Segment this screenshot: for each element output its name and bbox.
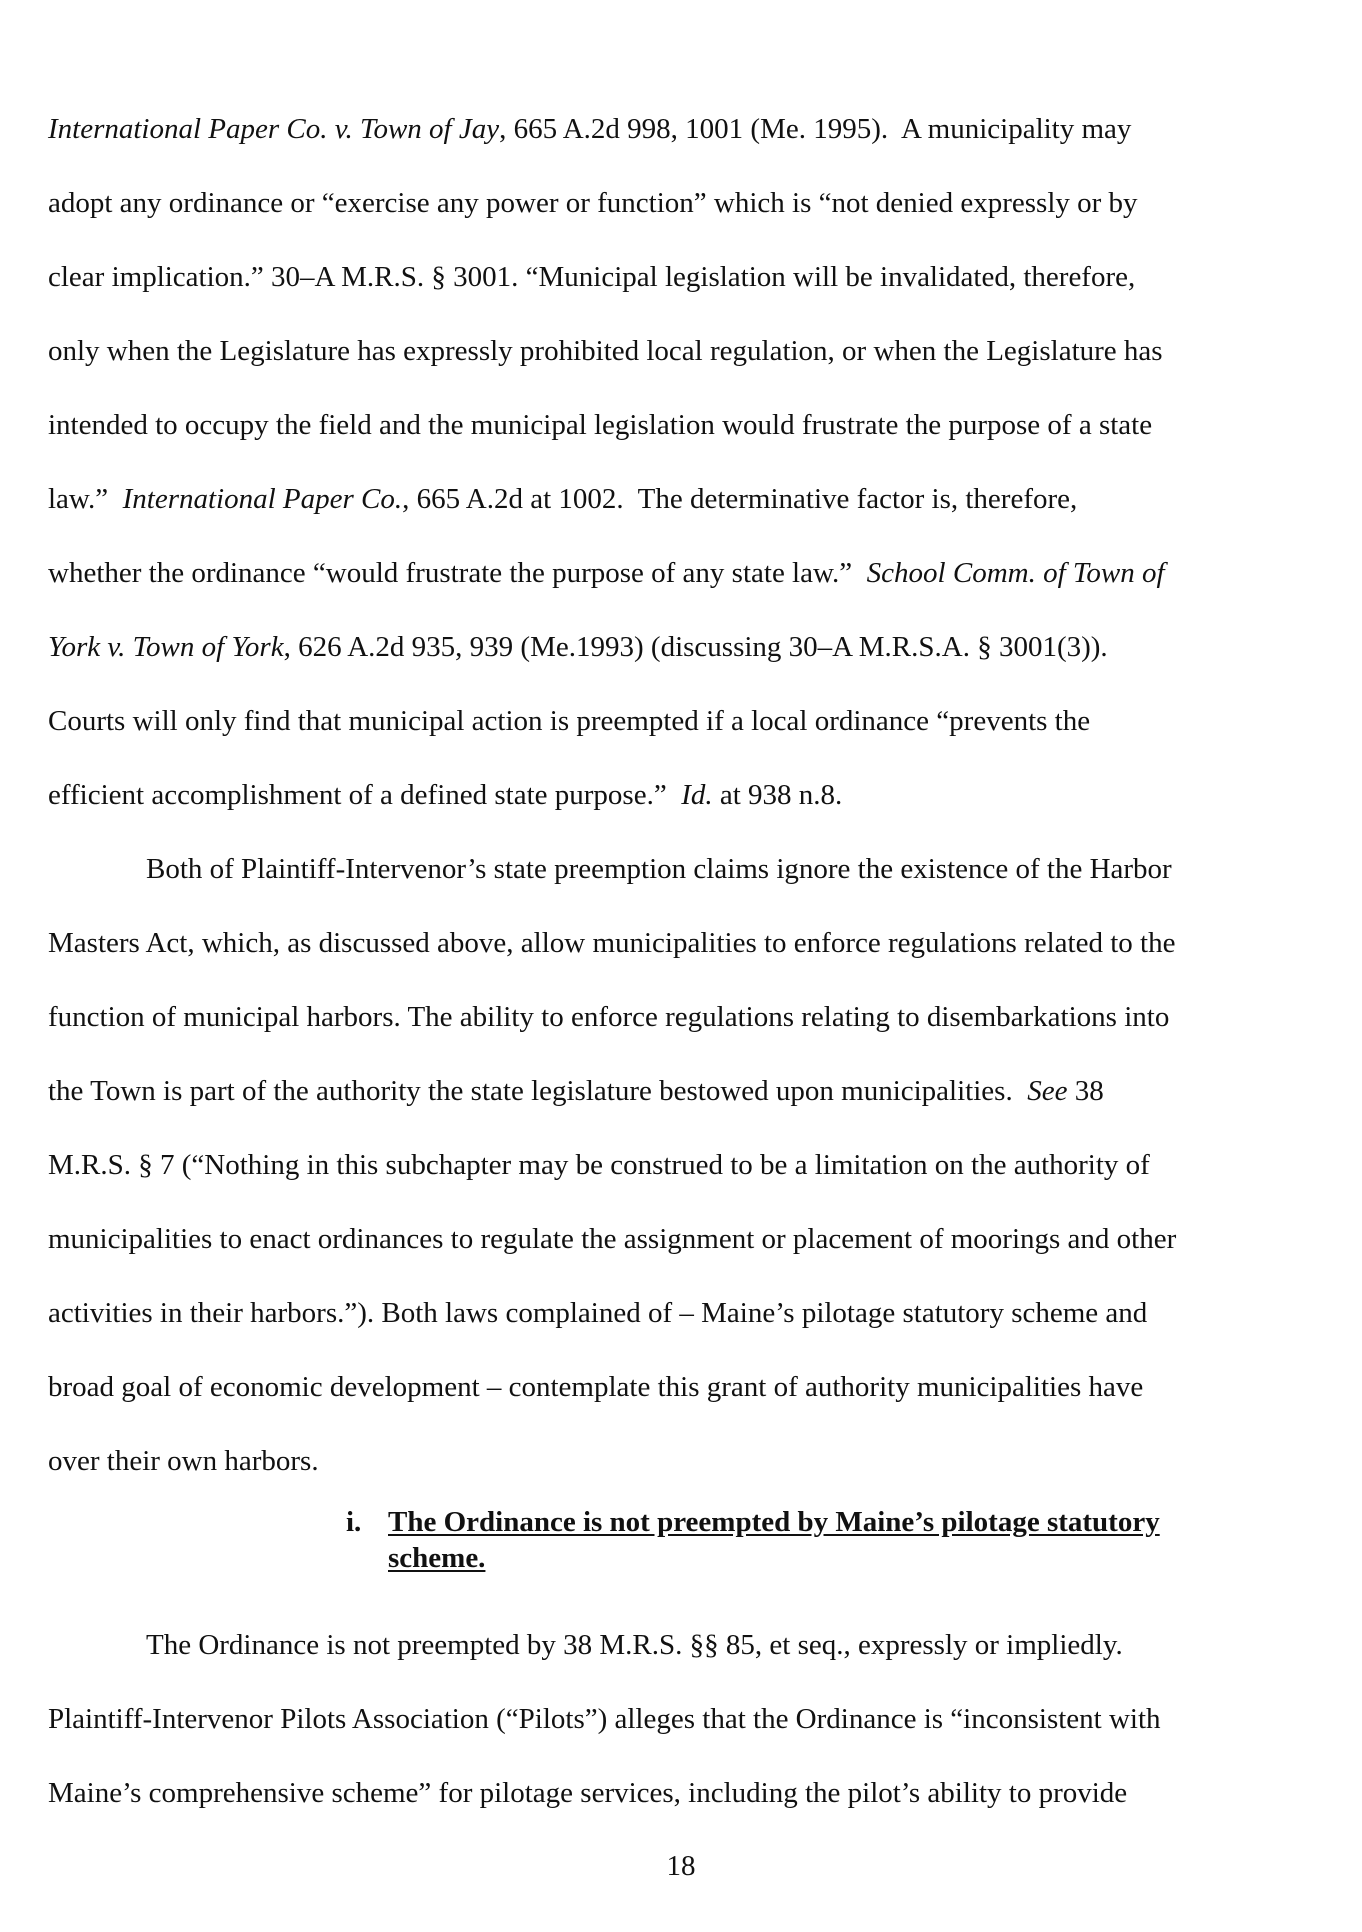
heading-line-1: The Ordinance is not preempted by Maine’s pilotage statutory — [388, 1506, 1160, 1538]
text-line: activities in their harbors.”). Both laws complained of – Maine’s pilotage statutory scheme and — [48, 1297, 1148, 1329]
case-citation: York v. Town of York — [48, 631, 284, 663]
heading-number: i. — [346, 1506, 362, 1538]
text-line: function of municipal harbors. The ability to enforce regulations relating to disembarkations into — [48, 1001, 1170, 1033]
text-line: The Ordinance is not preempted by 38 M.R.S. §§ 85, et seq., expressly or impliedly. — [146, 1629, 1123, 1661]
citation-signal: Id. — [681, 779, 713, 811]
text-line: Courts will only find that municipal action is preempted if a local ordinance “prevents the — [48, 705, 1091, 737]
text-line: law.” International Paper Co., 665 A.2d at 1002. The determinative factor is, therefore, — [48, 483, 1078, 515]
paragraph-2 — [48, 832, 1328, 1498]
paragraph-3 — [48, 1608, 1328, 1830]
paragraph-1 — [48, 92, 1328, 832]
case-citation: International Paper Co. v. Town of Jay — [48, 113, 500, 145]
page-number: 18 — [666, 1850, 696, 1882]
text-line: International Paper Co. v. Town of Jay, 665 A.2d 998, 1001 (Me. 1995). A municipality may — [48, 113, 1132, 145]
citation-signal: See — [1027, 1075, 1068, 1107]
text-line: intended to occupy the field and the municipal legislation would frustrate the purpose of a state — [48, 409, 1153, 441]
text-line: M.R.S. § 7 (“Nothing in this subchapter may be construed to be a limitation on the authority of — [48, 1149, 1150, 1181]
text-line: clear implication.” 30–A M.R.S. § 3001. “Municipal legislation will be invalidated, therefore, — [48, 261, 1136, 293]
text-line: the Town is part of the authority the state legislature bestowed upon municipalities. See 38 — [48, 1075, 1104, 1107]
case-citation: School Comm. of Town of — [866, 557, 1165, 589]
body-text-lower — [48, 1608, 1328, 1830]
text-line: only when the Legislature has expressly prohibited local regulation, or when the Legislature has — [48, 335, 1163, 367]
text-line: over their own harbors. — [48, 1445, 319, 1477]
text-line: Plaintiff-Intervenor Pilots Association (“Pilots”) alleges that the Ordinance is “inconsistent with — [48, 1703, 1161, 1735]
text-line: Masters Act, which, as discussed above, allow municipalities to enforce regulations related to the — [48, 927, 1176, 959]
text-line: adopt any ordinance or “exercise any power or function” which is “not denied expressly or by — [48, 187, 1138, 219]
text-line: municipalities to enact ordinances to regulate the assignment or placement of moorings and other — [48, 1223, 1177, 1255]
text-line: broad goal of economic development – contemplate this grant of authority municipalities have — [48, 1371, 1144, 1403]
body-text-upper — [48, 92, 1328, 1498]
text-line: York v. Town of York, 626 A.2d 935, 939 (Me.1993) (discussing 30–A M.R.S.A. § 3001(3)). — [48, 631, 1108, 663]
text-line: Both of Plaintiff-Intervenor’s state preemption claims ignore the existence of the Harbor — [146, 853, 1172, 885]
text-line: whether the ordinance “would frustrate the purpose of any state law.” School Comm. of Town of — [48, 557, 1165, 589]
case-citation: International Paper Co. — [122, 483, 403, 515]
heading-line-2: scheme. — [388, 1542, 486, 1574]
text-line: efficient accomplishment of a defined state purpose.” Id. at 938 n.8. — [48, 779, 843, 811]
text-line: Maine’s comprehensive scheme” for pilotage services, including the pilot’s ability to provide — [48, 1777, 1128, 1809]
